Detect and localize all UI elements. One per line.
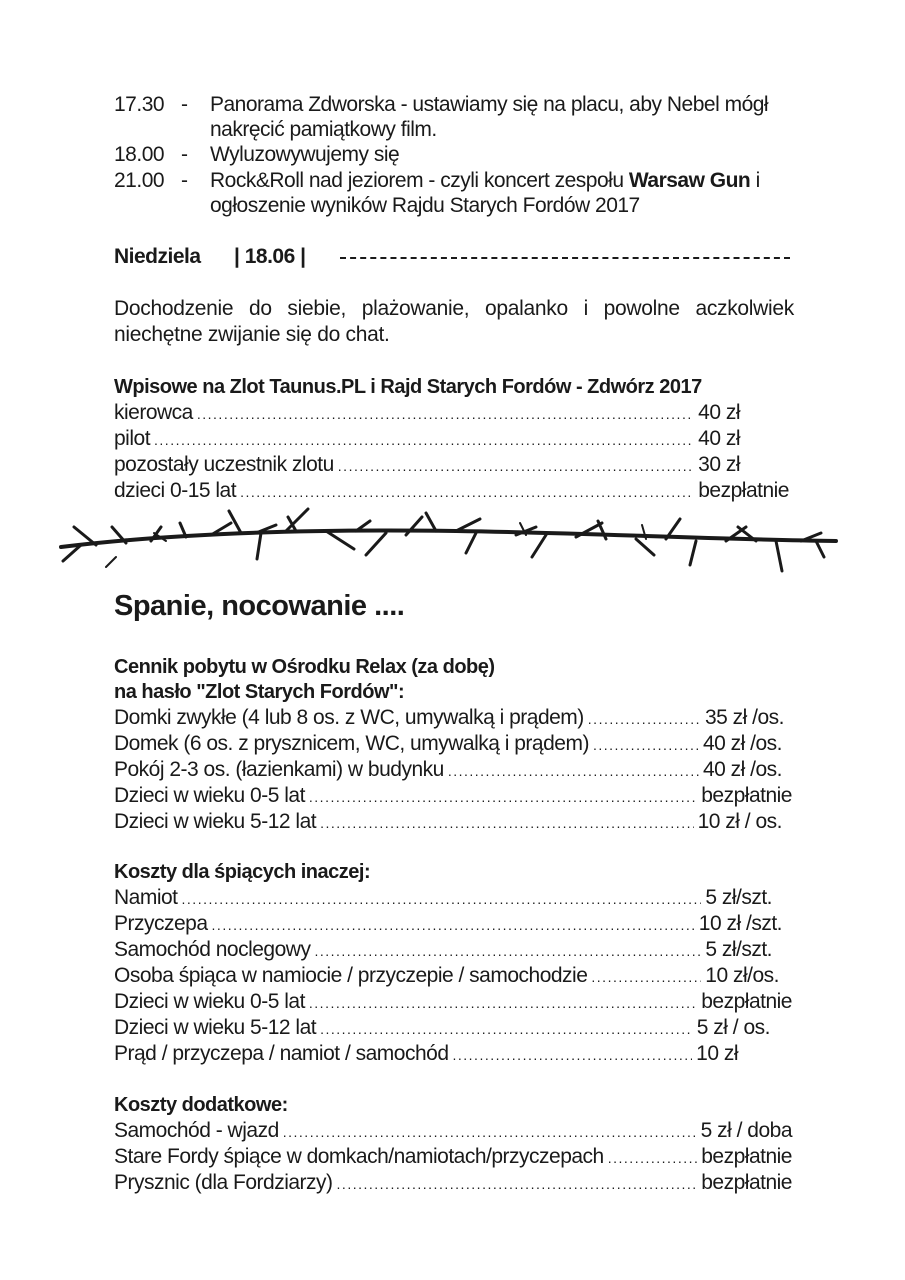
dot-leader xyxy=(320,811,694,836)
price-row xyxy=(114,1144,792,1169)
schedule-time: 17.30 xyxy=(114,93,165,116)
band-name: Warsaw Gun xyxy=(628,169,751,192)
fee-row xyxy=(114,452,740,477)
price-value: 35 zł /os. xyxy=(704,706,784,729)
price-row xyxy=(114,757,782,782)
sunday-day: Niedziela xyxy=(114,245,201,268)
dot-leader xyxy=(593,733,699,758)
dot-leader xyxy=(182,887,702,912)
price-value: 5 zł/szt. xyxy=(705,886,772,909)
dot-leader xyxy=(154,428,694,453)
price-label: Domek (6 os. z prysznicem, WC, umywalką i prądem) xyxy=(114,732,589,755)
schedule-text-part: Rock&Roll nad jeziorem - czyli koncert zespołu xyxy=(210,169,629,192)
section-title: Spanie, nocowanie .... xyxy=(114,590,405,622)
price-row xyxy=(114,937,772,962)
schedule-time: 21.00 xyxy=(114,169,165,192)
dot-leader xyxy=(314,939,701,964)
schedule-text xyxy=(210,168,810,218)
dot-leader xyxy=(337,1172,698,1197)
dot-leader xyxy=(309,785,697,810)
price-value: bezpłatnie xyxy=(701,1171,792,1194)
dot-leader xyxy=(588,707,701,732)
dot-leader xyxy=(197,402,694,427)
dot-leader xyxy=(212,913,695,938)
price-row xyxy=(114,1170,792,1195)
price-label: Samochód noclegowy xyxy=(114,938,311,961)
price-value: 40 zł /os. xyxy=(702,758,782,781)
fee-price: 40 zł xyxy=(698,427,740,450)
schedule-time: 18.00 xyxy=(114,143,165,166)
dot-leader xyxy=(283,1120,697,1145)
price-label: Dzieci w wieku 0-5 lat xyxy=(114,784,305,807)
fee-row xyxy=(114,400,740,425)
price-label: Osoba śpiąca w namiocie / przyczepie / samochodzie xyxy=(114,964,588,987)
price-value: 10 zł /szt. xyxy=(698,912,782,935)
fee-label: pozostały uczestnik zlotu xyxy=(114,453,334,476)
price-label: Dzieci w wieku 5-12 lat xyxy=(114,1016,317,1039)
dot-leader xyxy=(240,480,694,505)
schedule-text-part: i ogłoszenie wyników Rajdu Starych Fordów 2017 xyxy=(210,169,760,217)
schedule-dash: - xyxy=(181,143,188,166)
price-row xyxy=(114,783,792,808)
price-value: 40 zł /os. xyxy=(702,732,782,755)
price-row xyxy=(114,1041,738,1066)
price-value: bezpłatnie xyxy=(701,990,792,1013)
schedule-dash: - xyxy=(181,93,188,116)
fee-price: bezpłatnie xyxy=(698,479,789,502)
price-row xyxy=(114,989,792,1014)
dot-leader xyxy=(608,1146,698,1171)
price-row xyxy=(114,1118,792,1143)
price-label: Prąd / przyczepa / namiot / samochód xyxy=(114,1042,449,1065)
fee-row xyxy=(114,478,789,503)
price-value: 5 zł / os. xyxy=(696,1016,770,1039)
price-row xyxy=(114,731,782,756)
price-value: bezpłatnie xyxy=(701,1145,792,1168)
price-value: bezpłatnie xyxy=(701,784,792,807)
branch-divider xyxy=(56,505,841,585)
price-label: Pokój 2-3 os. (łazienkami) w budynku xyxy=(114,758,444,781)
price-value: 10 zł/os. xyxy=(705,964,779,987)
dashed-rule xyxy=(340,257,790,259)
price-row xyxy=(114,885,772,910)
other-sleeping-heading: Koszty dla śpiących inaczej: xyxy=(114,861,371,883)
price-label: Dzieci w wieku 0-5 lat xyxy=(114,990,305,1013)
dot-leader xyxy=(453,1043,693,1068)
sunday-description: Dochodzenie do siebie, plażowanie, opalanko i powolne aczkolwiek niechętne zwijanie się do chat. xyxy=(114,297,794,346)
price-value: 10 zł / os. xyxy=(697,810,782,833)
price-label: Prysznic (dla Fordziarzy) xyxy=(114,1171,333,1194)
extra-costs-heading: Koszty dodatkowe: xyxy=(114,1094,288,1116)
price-value: 5 zł / doba xyxy=(700,1119,792,1142)
dot-leader xyxy=(309,991,697,1016)
price-value: 10 zł xyxy=(696,1042,738,1065)
dot-leader xyxy=(320,1017,693,1042)
schedule-text: Wyluzowywujemy się xyxy=(210,143,400,166)
schedule-dash: - xyxy=(181,169,188,192)
price-row xyxy=(114,911,782,936)
fee-row xyxy=(114,426,740,451)
price-row xyxy=(114,705,784,730)
fees-heading: Wpisowe na Zlot Taunus.PL i Rajd Starych Fordów - Zdwórz 2017 xyxy=(114,376,702,398)
price-label: Samochód - wjazd xyxy=(114,1119,279,1142)
price-label: Dzieci w wieku 5-12 lat xyxy=(114,810,317,833)
fee-label: dzieci 0-15 lat xyxy=(114,479,237,502)
price-value: 5 zł/szt. xyxy=(705,938,772,961)
relax-heading: Cennik pobytu w Ośrodku Relax (za dobę) xyxy=(114,656,495,678)
dot-leader xyxy=(448,759,699,784)
price-row xyxy=(114,963,779,988)
price-label: Stare Fordy śpiące w domkach/namiotach/przyczepach xyxy=(114,1145,604,1168)
fee-price: 40 zł xyxy=(698,401,740,424)
price-label: Namiot xyxy=(114,886,178,909)
dot-leader xyxy=(338,454,694,479)
price-row xyxy=(114,1015,770,1040)
fee-label: kierowca xyxy=(114,401,193,424)
price-label: Domki zwykłe (4 lub 8 os. z WC, umywalką i prądem) xyxy=(114,706,584,729)
price-label: Przyczepa xyxy=(114,912,208,935)
relax-heading-password: na hasło "Zlot Starych Fordów": xyxy=(114,681,405,703)
dot-leader xyxy=(591,965,701,990)
sunday-date: | 18.06 | xyxy=(234,245,306,268)
fee-price: 30 zł xyxy=(698,453,740,476)
fee-label: pilot xyxy=(114,427,151,450)
sunday-header xyxy=(114,245,306,269)
schedule-text: Panorama Zdworska - ustawiamy się na placu, aby Nebel mógł nakręcić pamiątkowy film. xyxy=(210,93,769,141)
price-row xyxy=(114,809,782,834)
